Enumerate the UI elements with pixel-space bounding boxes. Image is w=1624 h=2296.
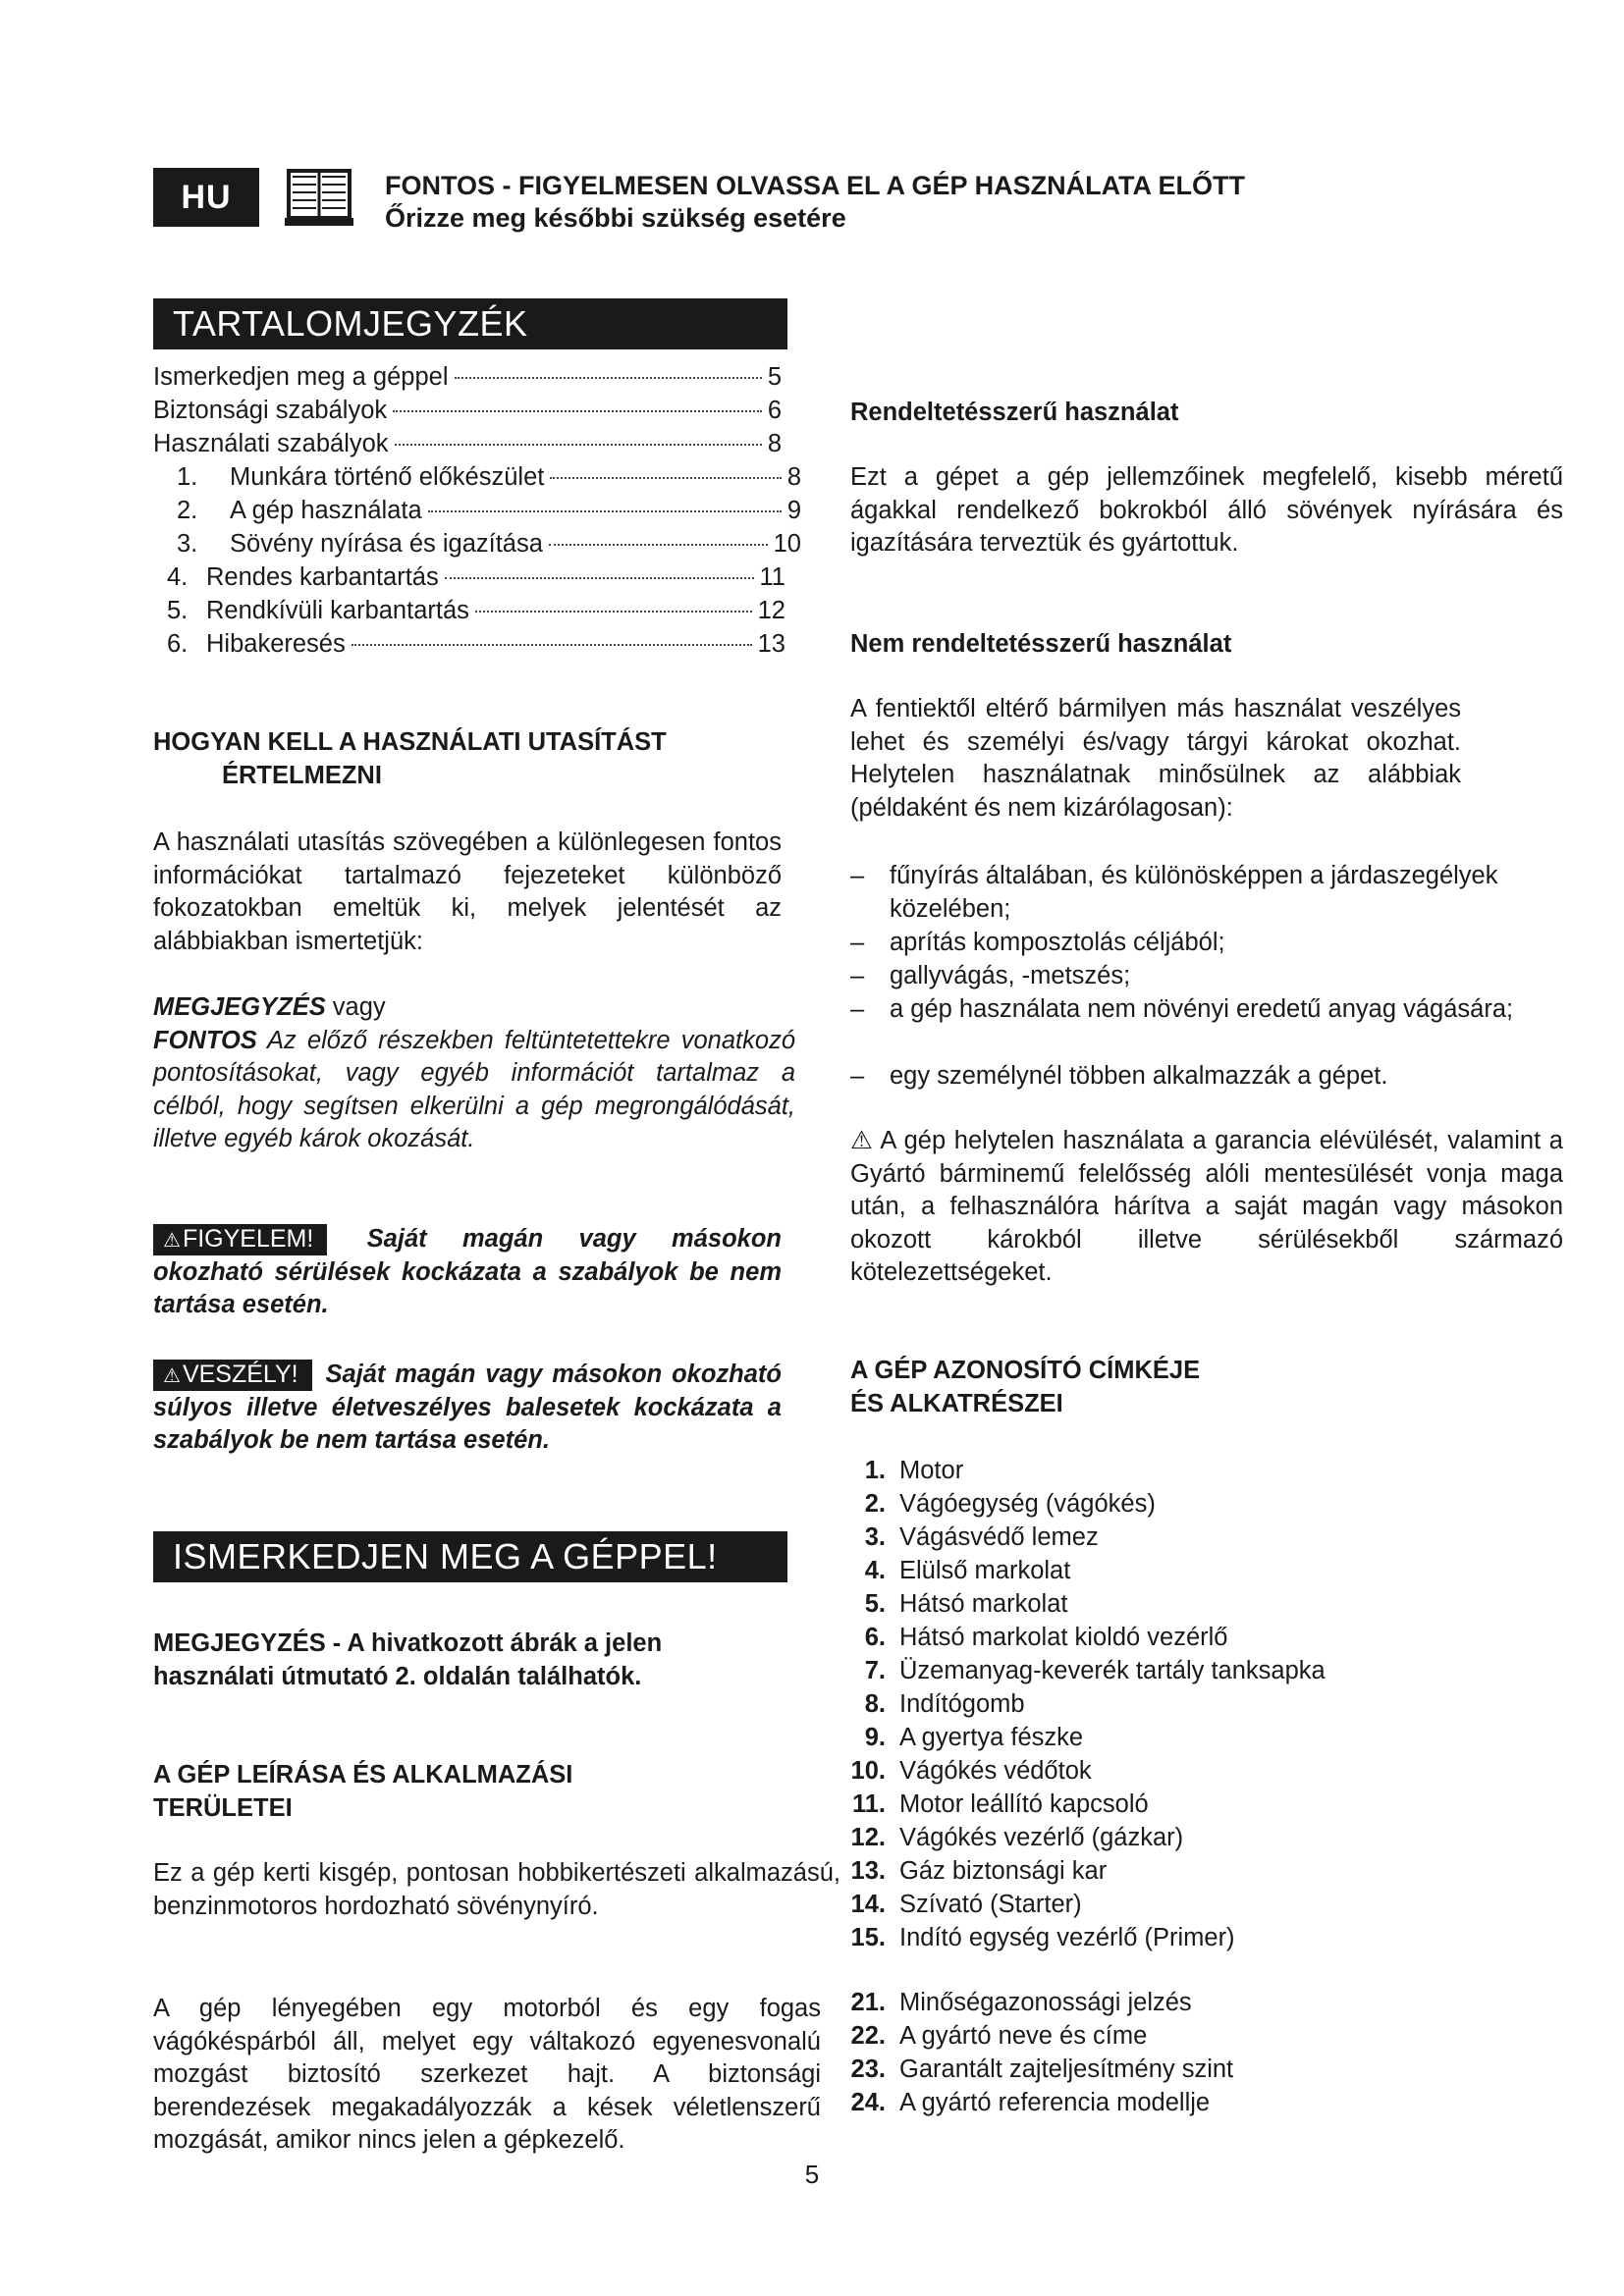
header-subtitle: Őrizze meg későbbi szükség esetére [385, 203, 846, 233]
list-item: 8. Indítógomb [864, 1690, 1025, 1718]
list-item: 12. Vágókés vezérlő (gázkar) [850, 1824, 1184, 1851]
howto-body: A használati utasítás szövegében a különlegesen fontos információkat tartalmazó fejezeteket különböző fokozatokban emeltük ki, melyek jelentését az alábbiakban ismertetjük: [153, 828, 782, 955]
list-item: 4. Elülső markolat [864, 1557, 1071, 1584]
danger-tag: ⚠VESZÉLY! [153, 1360, 312, 1391]
list-item: 15. Indító egység vezérlő (Primer) [850, 1924, 1235, 1951]
machine-title: ISMERKEDJEN MEG A GÉPPEL! [153, 1531, 787, 1582]
misuse-warning: ⚠ A gép helytelen használata a garancia elévülését, valamint a Gyártó bárminemű felelősség alóli mentesülését vonja maga után, a felhasználóra hárítva a saját magán vagy másokon okozott károkból illetve sérülésekből származó kötelezettségeket. [850, 1127, 1563, 1286]
warning-icon: ⚠ [850, 1127, 875, 1154]
proper-use-body: Ezt a gépet a gép jellemzőinek megfelelő, kisebb méretű ágakkal rendelkező bokrokból álló sövények nyírására és igazítására terveztük és gyártottuk. [850, 463, 1563, 557]
list-item: 6. Hátsó markolat kioldó vezérlő [864, 1624, 1228, 1651]
toc-item[interactable]: Használati szabályok 8 [153, 430, 782, 457]
improper-use-heading: Nem rendeltetésszerű használat [850, 630, 1232, 658]
danger-block: ⚠VESZÉLY! Saját magán vagy másokon okozható súlyos illetve életveszélyes balesetek kockázata a szabályok be nem tartása esetén. [153, 1361, 782, 1454]
list-item: 3. Vágásvédő lemez [864, 1523, 1099, 1551]
list-item: 23. Garantált zajteljesítmény szint [850, 2056, 1234, 2083]
machine-note: MEGJEGYZÉS - A hivatkozott ábrák a jelen használati útmutató 2. oldalán találhatók. [153, 1629, 663, 1690]
list-item: 5. Hátsó markolat [864, 1590, 1068, 1618]
parts-heading: A GÉP AZONOSÍTÓ CÍMKÉJE ÉS ALKATRÉSZEI [850, 1357, 1201, 1417]
list-item: 13. Gáz biztonsági kar [850, 1857, 1108, 1885]
warning-icon: ⚠ [163, 1365, 181, 1387]
list-item: 11. Motor leállító kapcsoló [851, 1790, 1149, 1818]
toc-item[interactable]: 2. A gép használata 9 [177, 497, 801, 524]
proper-use-heading: Rendeltetésszerű használat [850, 399, 1179, 426]
desc-paragraph-1: Ez a gép kerti kisgép, pontosan hobbikertészeti alkalmazású, benzinmotoros hordozható sövénynyíró. [153, 1859, 840, 1920]
toc-item[interactable]: Biztonsági szabályok 6 [153, 397, 782, 424]
howto-heading: HOGYAN KELL A HASZNÁLATI UTASÍTÁST ÉRTELMEZNI [153, 728, 667, 789]
warning-block: ⚠FIGYELEM! Saját magán vagy másokon okozható sérülések kockázata a szabályok be nem tartása esetén. [153, 1225, 782, 1318]
header-title: FONTOS - FIGYELMESEN OLVASSA EL A GÉP HASZNÁLATA ELŐTT [385, 171, 1246, 200]
desc-heading: A GÉP LEÍRÁSA ÉS ALKALMAZÁSI TERÜLETEI [153, 1761, 573, 1822]
warning-tag: ⚠FIGYELEM! [153, 1224, 327, 1255]
list-item: 7. Üzemanyag-keverék tartály tanksapka [864, 1657, 1326, 1684]
warning-icon: ⚠ [163, 1230, 181, 1252]
toc-title: TARTALOMJEGYZÉK [153, 298, 787, 349]
note-block: MEGJEGYZÉS vagy FONTOS Az előző részekben feltüntetettekre vonatkozó pontosításokat, vagy egyéb információt tartalmaz a célból, hogy segítsen elkerülni a gép megrongálódását, illetve egyéb károk okozását. [153, 993, 795, 1152]
list-item: 22. A gyártó neve és címe [850, 2022, 1148, 2050]
list-item: 1. Motor [864, 1457, 964, 1484]
list-item: 14. Szívató (Starter) [850, 1891, 1082, 1918]
desc-paragraph-2: A gép lényegében egy motorból és egy fogas vágókéspárból áll, melyet egy váltakozó egyenesvonalú mozgást biztosító szerkezet hajt. A biztonsági berendezések megakadályozzák a kések véletlenszerű mozgását, amikor nincs jelen a gépkezelő. [153, 1995, 821, 2154]
toc-item[interactable]: 6. Hibakeresés 13 [167, 630, 785, 658]
list-item: 24. A gyártó referencia modellje [850, 2089, 1211, 2116]
toc-item[interactable]: 3. Sövény nyírása és igazítása 10 [177, 530, 801, 558]
list-item: 10. Vágókés védőtok [850, 1757, 1092, 1785]
list-item: 2. Vágóegység (vágókés) [864, 1490, 1156, 1518]
toc-item[interactable]: 5. Rendkívüli karbantartás 12 [167, 597, 785, 624]
language-badge: HU [153, 168, 259, 227]
page-number: 5 [804, 2160, 820, 2189]
toc-item[interactable]: 1. Munkára történő előkészület 8 [177, 463, 801, 491]
toc-item[interactable]: Ismerkedjen meg a géppel 5 [153, 363, 782, 391]
improper-use-body: A fentiektől eltérő bármilyen más használat veszélyes lehet és személyi és/vagy tárgyi károkat okozhat. Helytelen használatnak minősülnek az alábbiak (példaként és nem kizárólagosan): [850, 695, 1461, 822]
list-item: 21. Minőségazonossági jelzés [850, 1989, 1192, 2016]
toc-item[interactable]: 4. Rendes karbantartás 11 [167, 563, 785, 591]
list-item: 9. A gyertya fészke [864, 1724, 1084, 1751]
book-icon [285, 167, 353, 228]
